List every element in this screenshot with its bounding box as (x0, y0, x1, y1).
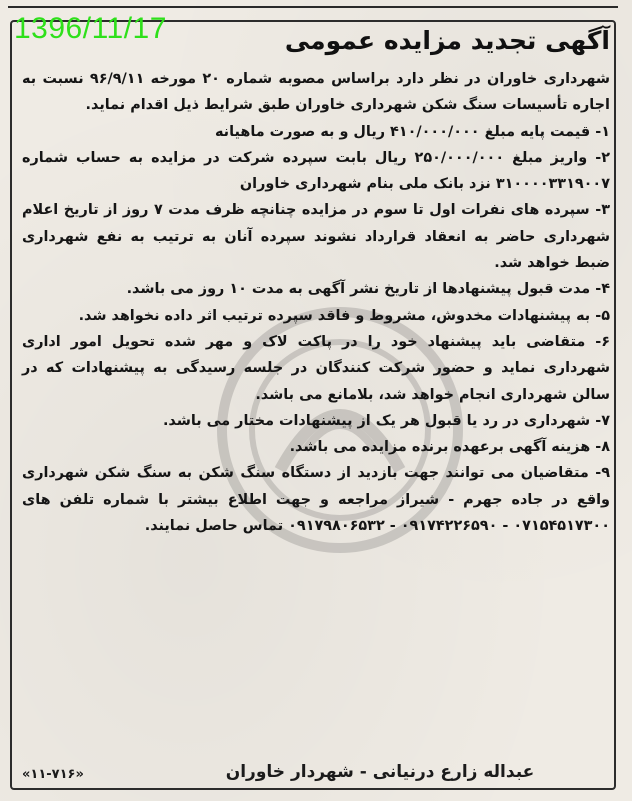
notice-intro: شهرداری خاوران در نظر دارد براساس مصوبه شماره ۲۰ مورخه ۹۶/۹/۱۱ نسبت به اجاره تأسیسات سنگ شکن شهرداری خاوران طبق شرایط ذیل اقدام نماید. (22, 71, 610, 114)
condition-item-8: ۸- هزینه آگهی برعهده برنده مزایده می باشد. (289, 439, 610, 456)
signature-line: عبداله زارع درنیانی - شهردار خاوران (225, 762, 535, 782)
date-stamp: 1396/11/17 (14, 12, 167, 45)
condition-item-9: ۹- متقاضیان می توانند جهت بازدید از دستگاه سنگ شکن به سنگ شکن شهرداری واقع در جاده جهرم - شیراز مراجعه و جهت اطلاع بیشتر با شماره تلفن های ۰۷۱۵۴۵۱۷۳۰۰ - ۰۹۱۷۴۲۲۶۵۹۰ - ۰۹۱۷۹۸۰۶۵۳۲ تماس حاصل نمایند. (22, 465, 610, 535)
notice-title: آگهی تجدید مزایده عمومی (284, 26, 610, 55)
top-divider (8, 6, 618, 8)
condition-item-7: ۷- شهرداری در رد یا قبول هر یک از پیشنهادات مختار می باشد. (162, 412, 610, 429)
condition-item-2: ۲- واریز مبلغ ۲۵۰/۰۰۰/۰۰۰ ریال بابت سپرده شرکت در مزایده به حساب شماره ۳۱۰۰۰۰۳۳۱۹۰۰۷ نزد بانک ملی بنام شهرداری خاوران (22, 149, 610, 193)
condition-item-4: ۴- مدت قبول پیشنهادها از تاریخ نشر آگهی به مدت ۱۰ روز می باشد. (126, 281, 610, 298)
condition-item-5: ۵- به پیشنهادات مخدوش، مشروط و فاقد سپرده ترتیب اثر داده نخواهد شد. (78, 307, 610, 324)
condition-item-6: ۶- متقاضی باید پیشنهاد خود را در پاکت لاک و مهر شده تحویل امور اداری شهرداری نماید و حضور شرکت کنندگان در جلسه رسیدگی به پیشنهادات که در سالن شهرداری انجام خواهد شد، بلامانع می باشد. (22, 333, 610, 403)
reference-code: «۱۱-۷۱۶» (22, 767, 84, 782)
condition-item-1: ۱- قیمت پایه مبلغ ۴۱۰/۰۰۰/۰۰۰ ریال و به صورت ماهیانه (214, 123, 610, 140)
condition-item-3: ۳- سپرده های نفرات اول تا سوم در مزایده چنانچه ظرف مدت ۷ روز از تاریخ اعلام شهرداری حاضر به انعقاد قرارداد نشوند سپرده آنان به ترتیب به نفع شهرداری ضبط خواهد شد. (22, 202, 610, 272)
notice-body (22, 66, 610, 539)
